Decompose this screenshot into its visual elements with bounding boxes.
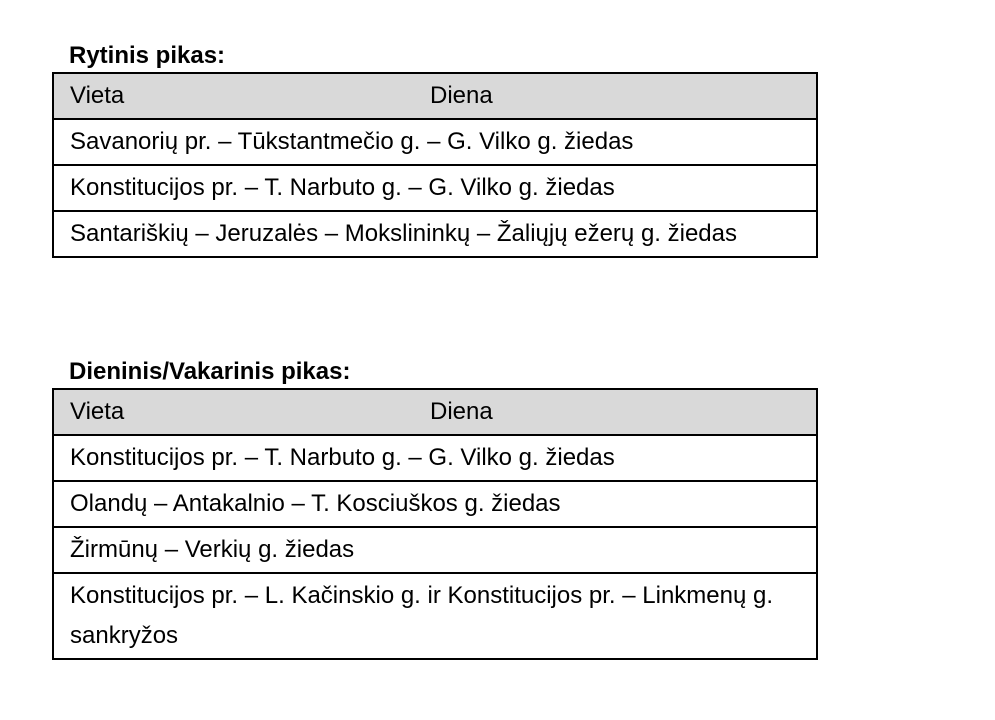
table-row: [53, 481, 817, 527]
table-header-cell: [53, 389, 817, 435]
table-cell: Konstitucijos pr. – T. Narbuto g. – G. Vilko g. žiedas: [53, 165, 817, 211]
table-cell: Olandų – Antakalnio – T. Kosciuškos g. žiedas: [53, 481, 817, 527]
header-vieta: Vieta: [70, 82, 125, 109]
table-row: [53, 119, 817, 165]
table-cell: Žirmūnų – Verkių g. žiedas: [53, 527, 817, 573]
morning-peak-table: [52, 72, 818, 258]
day-evening-peak-section: [52, 358, 818, 660]
header-vieta: Vieta: [70, 398, 125, 425]
section-title: Rytinis pikas:: [69, 42, 226, 69]
table-row: [53, 211, 817, 257]
table-row: [53, 527, 817, 573]
table-header-cell: [53, 73, 817, 119]
header-diena: Diena: [430, 82, 493, 109]
header-diena: Diena: [430, 398, 493, 425]
table-cell: Konstitucijos pr. – L. Kačinskio g. ir Konstitucijos pr. – Linkmenų g. sankryžos: [53, 573, 817, 659]
table-row: [53, 165, 817, 211]
table-cell: Konstitucijos pr. – T. Narbuto g. – G. Vilko g. žiedas: [53, 435, 817, 481]
section-title: Dieninis/Vakarinis pikas:: [69, 358, 351, 385]
table-row: [53, 573, 817, 659]
morning-peak-section: [52, 42, 818, 258]
table-row: [53, 435, 817, 481]
table-header-row: [53, 389, 817, 435]
table-header-row: [53, 73, 817, 119]
table-cell: Savanorių pr. – Tūkstantmečio g. – G. Vilko g. žiedas: [53, 119, 817, 165]
day-evening-peak-table: [52, 388, 818, 660]
table-cell: Santariškių – Jeruzalės – Mokslininkų – Žaliųjų ežerų g. žiedas: [53, 211, 817, 257]
